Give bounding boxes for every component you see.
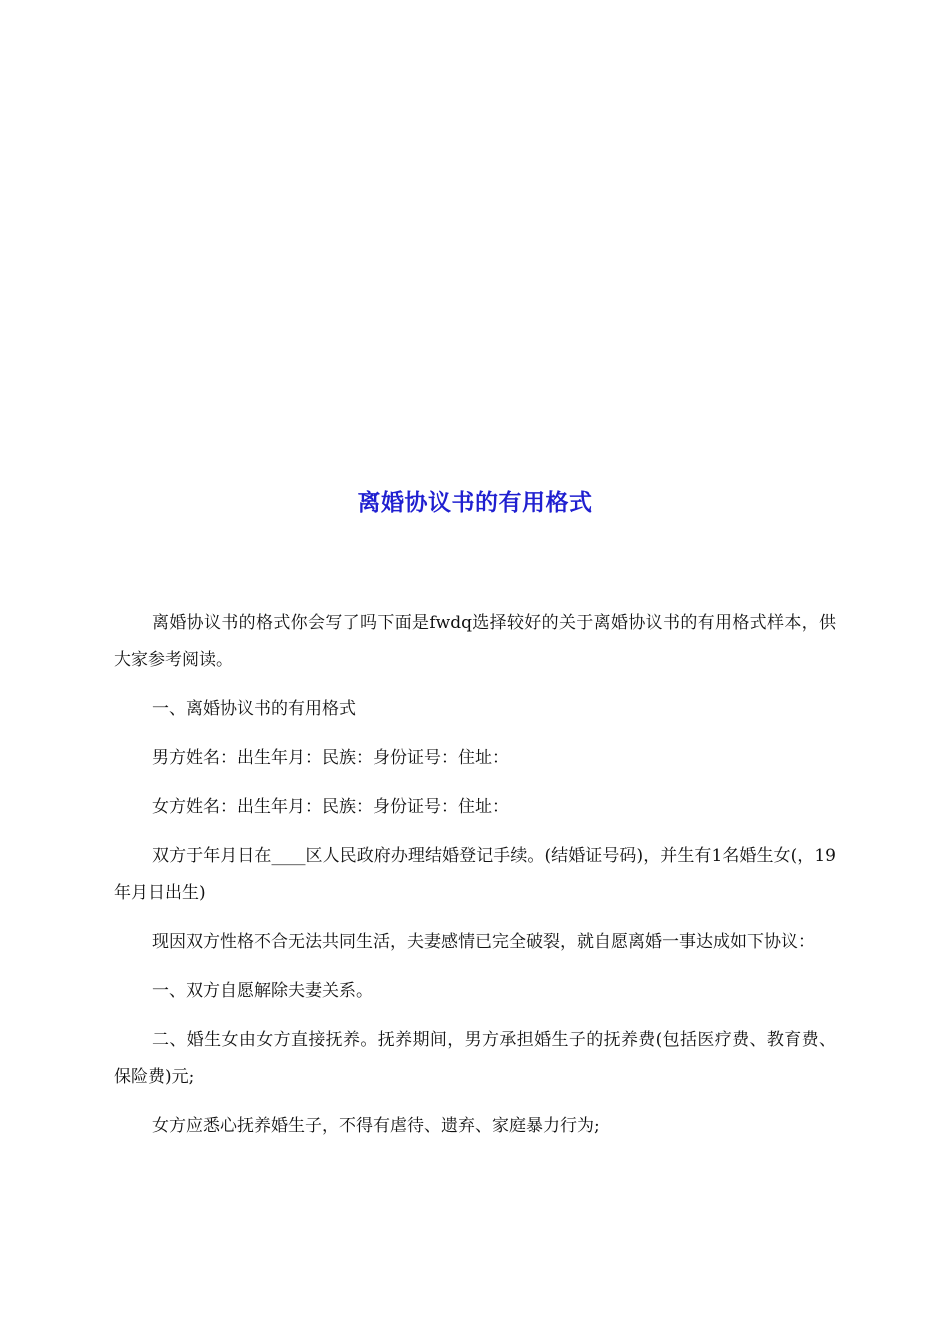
paragraph-marriage-registration: 双方于年月日在____区人民政府办理结婚登记手续。(结婚证号码)，并生有1名婚生女(，19年月日出生) xyxy=(114,846,836,903)
paragraph-clause-2: 二、婚生女由女方直接抚养。抚养期间，男方承担婚生子的抚养费(包括医疗费、教育费、保险费)元; xyxy=(114,1030,836,1087)
paragraph-divorce-reason: 现因双方性格不合无法共同生活，夫妻感情已完全破裂，就自愿离婚一事达成如下协议： xyxy=(152,932,815,952)
paragraph-female-info: 女方姓名：出生年月：民族：身份证号：住址： xyxy=(152,797,509,817)
document-title: 离婚协议书的有用格式 xyxy=(357,489,593,516)
paragraph-male-info: 男方姓名：出生年月：民族：身份证号：住址： xyxy=(152,748,509,768)
document-body xyxy=(114,605,836,1157)
paragraph-intro: 离婚协议书的格式你会写了吗下面是fwdq选择较好的关于离婚协议书的有用格式样本，供大家参考阅读。 xyxy=(114,613,836,670)
paragraph-clause-1: 一、双方自愿解除夫妻关系。 xyxy=(152,981,373,1001)
paragraph-section-heading: 一、离婚协议书的有用格式 xyxy=(152,699,356,719)
paragraph-clause-2-detail: 女方应悉心抚养婚生子，不得有虐待、遗弃、家庭暴力行为; xyxy=(152,1116,600,1136)
